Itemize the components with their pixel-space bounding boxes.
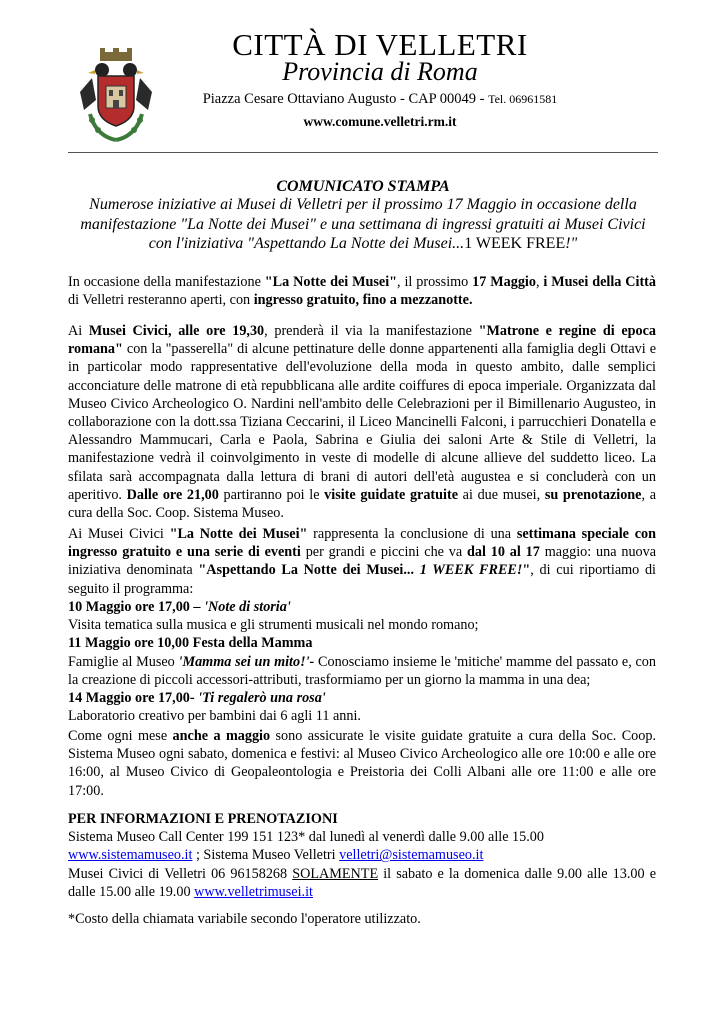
- telephone-number: Tel. 06961581: [488, 92, 558, 106]
- municipality-website[interactable]: www.comune.velletri.rm.it: [303, 114, 457, 129]
- program-list: [68, 598, 656, 725]
- velletrimusei-link[interactable]: www.velletrimusei.it: [194, 883, 313, 900]
- text-bold: i Musei della Città: [543, 274, 656, 290]
- paragraph-intro: [68, 273, 656, 309]
- musei-civici-line: [68, 865, 656, 901]
- text: Famiglie al Museo: [68, 653, 179, 670]
- text-bold: "La Notte dei Musei": [169, 526, 308, 542]
- program-item: [68, 598, 656, 616]
- text: partiranno poi le: [218, 486, 325, 503]
- text: Conosciamo insieme le 'mitiche' mamme del passato e, con la creazione di piccoli accessori-attributi, trasformiamo per un giorno la mamma in una dea;: [68, 653, 656, 688]
- program-description: Visita tematica sulla musica e gli strumenti musicali nel mondo romano;: [68, 617, 479, 634]
- paragraph-matrone-event: [68, 322, 656, 522]
- info-section: [68, 810, 656, 901]
- text: Ai Musei Civici: [68, 526, 170, 542]
- press-release-subtitle: [76, 195, 650, 254]
- footnote: *Costo della chiamata variabile secondo l'operatore utilizzato.: [68, 911, 421, 927]
- press-release-heading: COMUNICATO STAMPA: [276, 178, 450, 195]
- text: il sabato e la domenica dalle 9.00 alle 13.00 e dalle 15.00 alle 19.00: [68, 865, 656, 900]
- text: Come ogni mese: [68, 728, 173, 744]
- text: , prenderà il via la manifestazione: [264, 323, 479, 339]
- text: ,: [535, 274, 544, 290]
- info-heading: PER INFORMAZIONI E PRENOTAZIONI: [68, 811, 338, 827]
- text-bold-italic: 1 WEEK FREE!: [419, 562, 523, 579]
- text-bold: ingresso gratuito, fino a mezzanotte.: [253, 292, 473, 309]
- subtitle-end: !": [565, 235, 578, 252]
- province-title: Provincia di Roma: [282, 57, 478, 86]
- text-bold: "Matrone e regine di epoca romana": [68, 323, 656, 358]
- program-title: 'Note di storia': [204, 599, 291, 615]
- text-bold: visite guidate gratuite: [324, 486, 459, 503]
- text: , il prossimo: [397, 274, 473, 290]
- text-bold: "Aspettando La Notte dei Musei...: [198, 562, 420, 579]
- program-date: 10 Maggio ore 17,00 –: [68, 599, 205, 615]
- subtitle-week-free: 1 WEEK FREE: [464, 235, 566, 252]
- text-bold: ": [522, 562, 531, 579]
- text: per grandi e piccini che va: [300, 544, 468, 561]
- paragraph-monthly-tours: [68, 727, 656, 800]
- program-date: 14 Maggio ore 17,00-: [68, 690, 199, 707]
- program-description: [68, 653, 656, 689]
- text-bold: su prenotazione: [544, 486, 642, 503]
- email-link[interactable]: velletri@sistemamuseo.it: [339, 847, 484, 864]
- program-item: [68, 689, 656, 707]
- text: sono assicurate le visite guidate gratuite a cura della Soc. Coop. Sistema Museo ogni sabato, domenica e festivi: al Museo Civico Archeologico alle ore 10:00 e alle ore 16:00, al Museo Civico di Geopaleontologia e Preistoria dei Colli Albani alle ore 11:00 e alle ore 17:00.: [68, 728, 657, 799]
- text: ai due musei,: [458, 486, 545, 503]
- paragraph-week-free: [68, 525, 656, 598]
- program-title: 'Mamma sei un mito!'-: [178, 653, 315, 670]
- address-line: [150, 90, 610, 108]
- city-title: CITTÀ DI VELLETRI: [232, 27, 528, 62]
- coat-of-arms-icon: [78, 48, 154, 144]
- text-underlined: SOLAMENTE: [292, 865, 379, 882]
- call-center-line: Sistema Museo Call Center 199 151 123* dal lunedì al venerdì dalle 9.00 alle 15.00: [68, 829, 544, 846]
- text: rappresenta la conclusione di una: [307, 526, 517, 542]
- contacts-line: [68, 846, 656, 864]
- text-bold: anche a maggio: [172, 728, 271, 744]
- subtitle-main: Numerose iniziative ai Musei di Velletri per il prossimo 17 Maggio in occasione della manifestazione "La Notte dei Musei" e una settimana di ingressi gratuiti ai Musei Civici con l'iniziativa "Aspettando La Notte dei Musei...: [80, 196, 646, 252]
- sistemamuseo-link[interactable]: www.sistemamuseo.it: [68, 847, 193, 864]
- text: In occasione della manifestazione: [68, 274, 265, 290]
- program-title: 'Ti regalerò una rosa': [198, 690, 326, 707]
- program-item: [68, 634, 656, 652]
- text-bold: Dalle ore 21,00: [126, 486, 219, 503]
- text: , a cura della Soc. Coop. Sistema Museo.: [68, 486, 656, 522]
- text: maggio: una nuova iniziativa denominata: [68, 544, 657, 579]
- text-bold: "La Notte dei Musei": [264, 274, 398, 290]
- text: Ai: [68, 323, 89, 339]
- program-description: Laboratorio creativo per bambini dai 6 agli 11 anni.: [68, 708, 361, 725]
- text: di Velletri resteranno aperti, con: [68, 292, 254, 309]
- program-date: 11 Maggio ore 10,00 Festa della Mamma: [68, 635, 313, 652]
- text: Musei Civici di Velletri 06 96158268: [68, 865, 293, 882]
- address-text: Piazza Cesare Ottaviano Augusto - CAP 00049 -: [202, 91, 485, 107]
- text-bold: dal 10 al 17: [467, 544, 540, 561]
- text: con la "passerella" di alcune pettinature delle donne appartenenti alla famiglia degli Ottavi e in particolar modo rappresentative dell'evoluzione della moda in questo ambito, dalle semplici acconciature delle matrone di età repubblicana alle ardite coiffures di epoca imperiale. Organizzata dal Museo Civico Archeologico O. Nardini nell'ambito delle Celebrazioni per il Bimillenario Augusteo, in collaborazione con la dott.ssa Tiziana Ceccarini, il Liceo Mancinelli Falconi, i parrucchieri Donatella e Alessandro Mammucari, Carla e Paola, Sabrina e Giulia dei saloni Arte & Stile di Velletri, la manifestazione vedrà il coinvolgimento in veste di modelle di alcune allieve del suddetto liceo. La sfilata sarà accompagnata dalla lettura di brani di autori dell'età augustea e si concluderà con un aperitivo.: [68, 341, 656, 503]
- text-bold: settimana speciale con ingresso gratuito e una serie di eventi: [68, 526, 656, 561]
- text: ; Sistema Museo Velletri: [192, 847, 340, 864]
- text-bold: 17 Maggio: [472, 274, 536, 290]
- text-bold: Musei Civici, alle ore 19,30: [88, 323, 265, 339]
- header-divider: [68, 152, 658, 153]
- text: , di cui riportiamo di seguito il programma:: [68, 562, 656, 597]
